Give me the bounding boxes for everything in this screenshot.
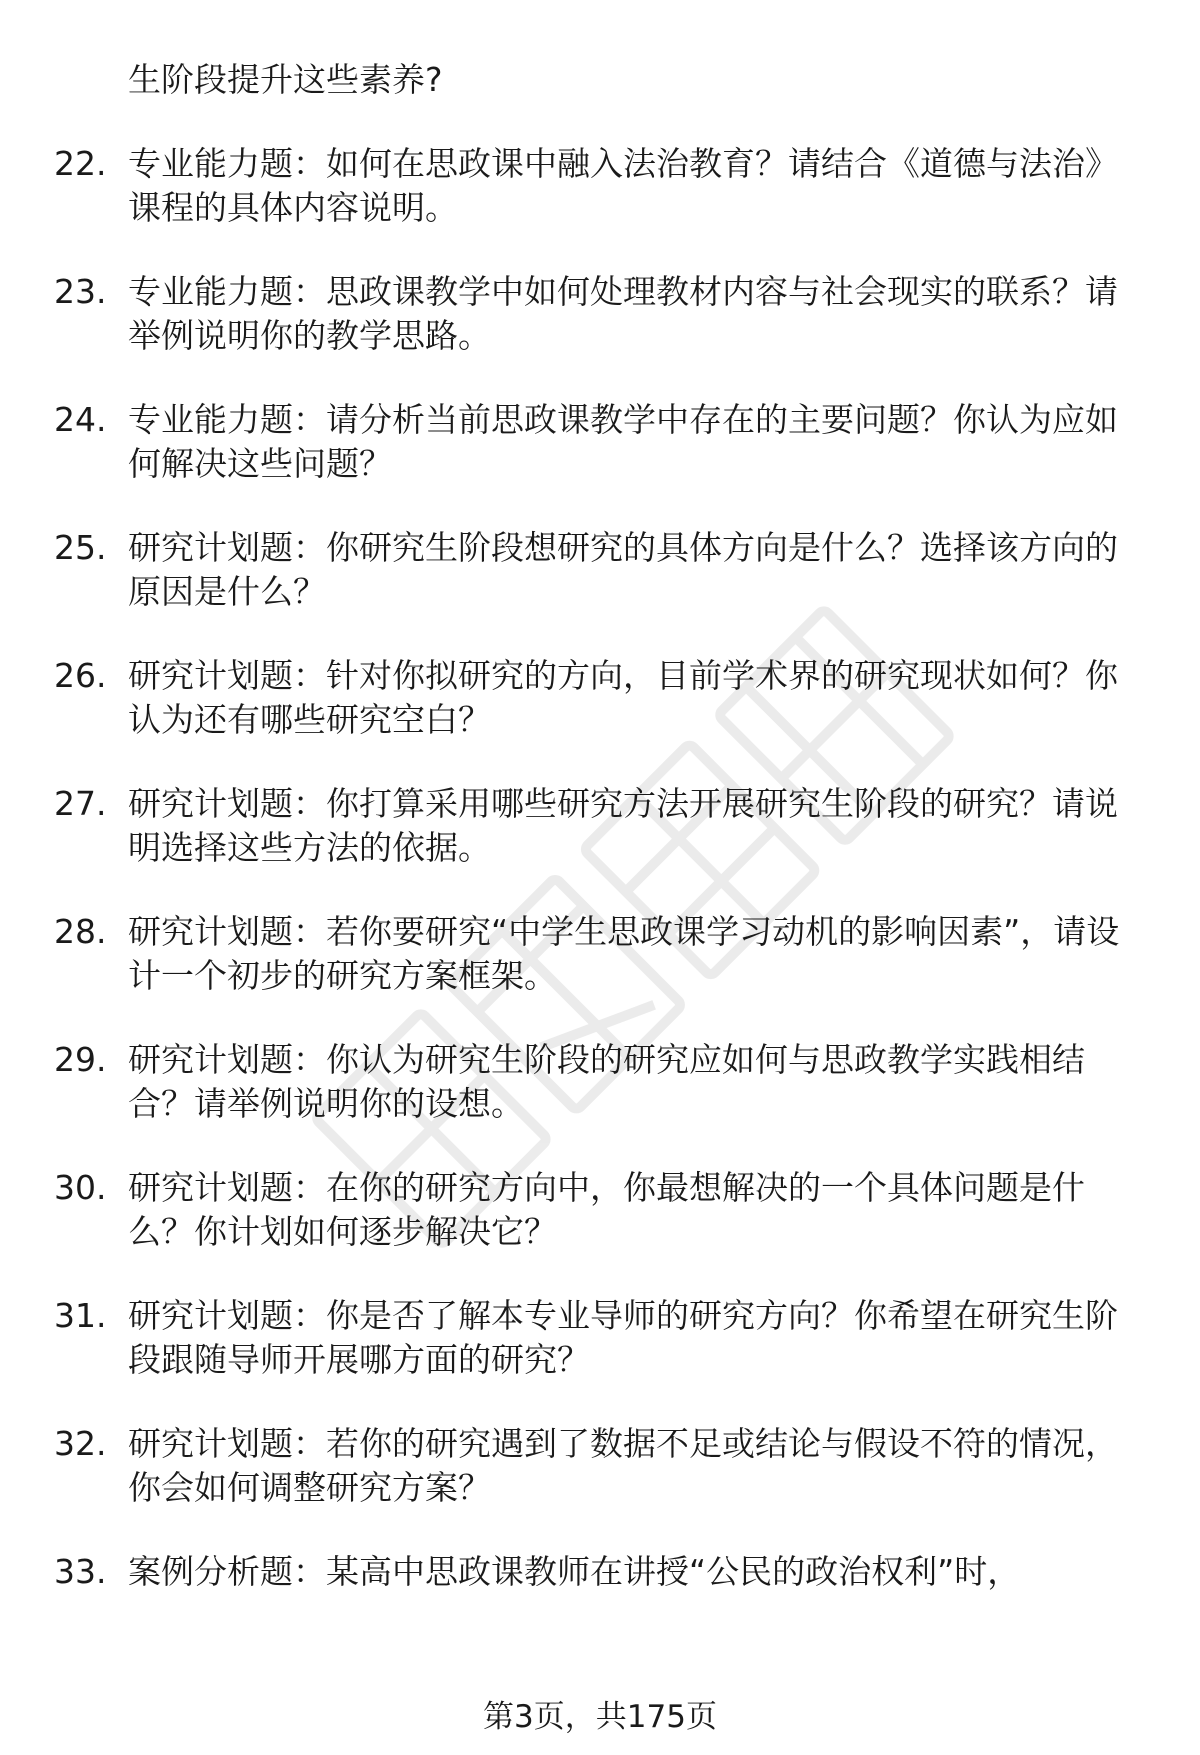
continuation-text: 生阶段提升这些素养? — [128, 60, 443, 99]
list-item — [0, 654, 1200, 742]
list-item — [0, 270, 1200, 358]
question-text: 专业能力题：如何在思政课中融入法治教育？请结合《道德与法治》课程的具体内容说明。 — [128, 144, 1118, 227]
list-item — [0, 1422, 1200, 1510]
question-text: 研究计划题：若你的研究遇到了数据不足或结论与假设不符的情况，你会如何调整研究方案？ — [128, 1424, 1118, 1507]
list-item — [0, 1166, 1200, 1254]
question-number: 27. — [54, 784, 107, 823]
list-item — [0, 142, 1200, 230]
question-number: 22. — [54, 144, 107, 183]
question-text: 研究计划题：针对你拟研究的方向，目前学术界的研究现状如何？你认为还有哪些研究空白？ — [128, 656, 1118, 739]
question-number: 25. — [54, 528, 107, 567]
question-list-content — [0, 58, 1200, 1634]
question-number: 31. — [54, 1296, 107, 1335]
question-list — [0, 142, 1200, 1594]
question-number: 33. — [54, 1552, 107, 1591]
list-item — [0, 398, 1200, 486]
list-item — [0, 1038, 1200, 1126]
question-text: 专业能力题：思政课教学中如何处理教材内容与社会现实的联系？请举例说明你的教学思路。 — [128, 272, 1118, 355]
list-item — [0, 526, 1200, 614]
list-item — [0, 1294, 1200, 1382]
question-number: 28. — [54, 912, 107, 951]
question-number: 29. — [54, 1040, 107, 1079]
question-text: 案例分析题：某高中思政课教师在讲授“公民的政治权利”时， — [128, 1552, 1021, 1591]
question-number: 26. — [54, 656, 107, 695]
list-item — [0, 782, 1200, 870]
list-item — [0, 1550, 1200, 1594]
question-text: 研究计划题：若你要研究“中学生思政课学习动机的影响因素”，请设计一个初步的研究方案框架。 — [128, 912, 1120, 995]
list-item — [0, 910, 1200, 998]
question-number: 30. — [54, 1168, 107, 1207]
question-text: 研究计划题：你是否了解本专业导师的研究方向？你希望在研究生阶段跟随导师开展哪方面的研究？ — [128, 1296, 1118, 1379]
question-number: 23. — [54, 272, 107, 311]
question-text: 研究计划题：你研究生阶段想研究的具体方向是什么？选择该方向的原因是什么？ — [128, 528, 1118, 611]
question-number: 24. — [54, 400, 107, 439]
question-number: 32. — [54, 1424, 107, 1463]
question-text: 研究计划题：你打算采用哪些研究方法开展研究生阶段的研究？请说明选择这些方法的依据。 — [128, 784, 1118, 867]
question-text: 研究计划题：在你的研究方向中，你最想解决的一个具体问题是什么？你计划如何逐步解决它？ — [128, 1168, 1085, 1251]
page-footer: 第3页，共175页 — [483, 1699, 717, 1735]
question-text: 研究计划题：你认为研究生阶段的研究应如何与思政教学实践相结合？请举例说明你的设想。 — [128, 1040, 1085, 1123]
question-text: 专业能力题：请分析当前思政课教学中存在的主要问题？你认为应如何解决这些问题？ — [128, 400, 1118, 483]
